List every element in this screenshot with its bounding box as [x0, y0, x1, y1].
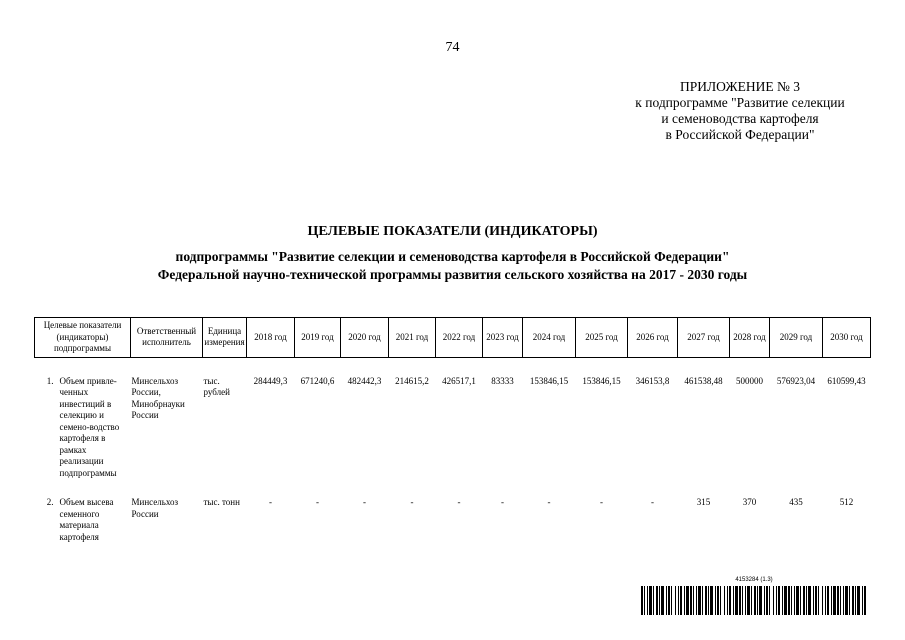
barcode-stripe — [641, 586, 643, 615]
value-cell: 153846,15 — [529, 375, 569, 386]
subtitle-line-1: подпрограммы "Развитие селекции и семеноводства картофеля в Российской Федерации" — [175, 249, 730, 264]
responsible-cell: Минсельхоз России — [131, 497, 179, 519]
barcode-stripe — [769, 586, 770, 615]
barcode-stripe — [742, 586, 743, 615]
barcode-stripe — [757, 586, 758, 615]
barcode-stripe — [855, 586, 856, 615]
value-cell: - — [547, 497, 551, 507]
value-cell: 461538,48 — [684, 375, 723, 386]
barcode-stripe — [751, 586, 752, 615]
value-cell: 284449,3 — [253, 375, 288, 386]
barcode-stripe — [733, 586, 734, 615]
header-year: 2029 год — [770, 318, 823, 358]
barcode-stripe — [788, 586, 790, 615]
value-cell: - — [600, 497, 603, 507]
value-cell: 576923,04 — [776, 375, 816, 386]
barcode-stripe — [649, 586, 652, 615]
indicator-cell — [35, 497, 131, 543]
barcode-stripe — [708, 586, 709, 615]
unit-cell: тыс. тонн — [203, 497, 240, 507]
indicators-table — [34, 317, 871, 543]
barcode-stripe — [671, 586, 672, 615]
appendix-line-3: и семеноводства картофеля — [661, 111, 819, 126]
barcode-stripe — [803, 586, 805, 615]
header-year: 2023 год — [483, 318, 523, 358]
barcode-stripe — [678, 586, 679, 615]
barcode-stripe — [729, 586, 731, 615]
table-header-row — [35, 318, 871, 358]
barcode-stripe — [698, 586, 701, 615]
barcode-stripe — [705, 586, 707, 615]
barcode-stripe — [659, 586, 660, 615]
barcode-stripe — [784, 586, 787, 615]
header-year: 2022 год — [436, 318, 483, 358]
barcode-stripe — [644, 586, 645, 615]
barcode-stripe — [717, 586, 719, 615]
barcode-stripe — [864, 586, 866, 615]
barcode-stripe — [815, 586, 817, 615]
document-title: ЦЕЛЕВЫЕ ПОКАЗАТЕЛИ (ИНДИКАТОРЫ) — [307, 224, 598, 239]
value-cell: - — [651, 497, 654, 507]
table-row — [35, 497, 871, 543]
header-unit: Единица измерения — [203, 318, 247, 358]
barcode-stripe — [843, 586, 844, 615]
table-row — [35, 376, 871, 480]
barcode-stripe — [813, 586, 814, 615]
barcode — [641, 577, 867, 615]
barcode-stripe — [747, 586, 750, 615]
header-year: 2026 год — [628, 318, 678, 358]
appendix-line-4: в Российской Федерации" — [665, 127, 815, 142]
value-cell: - — [316, 497, 319, 507]
barcode-stripe — [773, 586, 774, 615]
barcode-stripe — [724, 586, 725, 615]
value-cell: 426517,1 — [442, 375, 476, 386]
barcode-stripe — [862, 586, 863, 615]
value-cell: 214615,2 — [395, 375, 429, 386]
barcode-stripe — [727, 586, 728, 615]
indicator-name: Объем высева семенного материала картофеля — [59, 497, 114, 542]
value-cell: - — [363, 497, 366, 507]
header-year: 2024 год — [523, 318, 576, 358]
barcode-stripe — [720, 586, 721, 615]
row-number: 1. — [46, 375, 54, 386]
barcode-stripe — [696, 586, 697, 615]
barcode-stripe — [794, 586, 795, 615]
barcode-stripe — [666, 586, 667, 615]
header-year: 2027 год — [678, 318, 730, 358]
indicator-name: Объем привле-ченных инвестиций в селекцию и семено-водство картофеля в рамках реализации подпрограммы — [59, 375, 120, 478]
header-year: 2020 год — [341, 318, 389, 358]
value-cell: 610599,43 — [827, 375, 866, 386]
barcode-stripe — [778, 586, 780, 615]
barcode-stripe — [653, 586, 654, 615]
value-cell: - — [501, 497, 504, 507]
barcode-label: 4153284 (1.3) — [735, 577, 773, 583]
barcode-stripe — [680, 586, 682, 615]
value-cell: 346153,8 — [635, 375, 670, 386]
barcode-stripe — [808, 586, 811, 615]
barcode-stripe — [818, 586, 819, 615]
barcode-stripe — [686, 586, 689, 615]
value-cell: 153846,15 — [582, 375, 621, 386]
header-year: 2025 год — [576, 318, 628, 358]
barcode-stripe — [710, 586, 713, 615]
barcode-stripe — [849, 586, 850, 615]
appendix-line-1: ПРИЛОЖЕНИЕ № 3 — [679, 79, 801, 94]
value-cell: - — [269, 497, 272, 507]
unit-cell: тыс. рублей — [203, 375, 230, 397]
barcode-stripe — [857, 586, 860, 615]
barcode-stripe — [796, 586, 799, 615]
barcode-stripe — [840, 586, 841, 615]
barcode-stripe — [754, 586, 756, 615]
header-year: 2019 год — [295, 318, 341, 358]
barcode-stripe — [837, 586, 839, 615]
barcode-icon — [641, 586, 867, 615]
barcode-stripe — [702, 586, 703, 615]
indicator-cell — [35, 376, 131, 480]
barcode-stripe — [782, 586, 783, 615]
barcode-stripe — [825, 586, 826, 615]
subtitle-line-2: Федеральной научно-технической программы развития сельского хозяйства на 2017 - 2030 годы — [157, 267, 748, 282]
responsible-cell: Минсельхоз России, Минобрнауки России — [131, 375, 185, 420]
barcode-stripe — [822, 586, 823, 615]
appendix-line-2: к подпрограмме "Развитие селекции — [635, 95, 845, 110]
header-year: 2021 год — [389, 318, 436, 358]
barcode-stripe — [831, 586, 832, 615]
barcode-stripe — [827, 586, 829, 615]
header-year: 2028 год — [730, 318, 770, 358]
barcode-stripe — [764, 586, 765, 615]
barcode-stripe — [800, 586, 801, 615]
header-indicator: Целевые показатели (индикаторы) подпрограммы — [35, 318, 131, 358]
value-cell: 315 — [696, 497, 711, 507]
barcode-stripe — [647, 586, 648, 615]
barcode-stripe — [759, 586, 762, 615]
value-cell: 435 — [789, 497, 803, 507]
barcode-stripe — [661, 586, 664, 615]
barcode-stripe — [766, 586, 768, 615]
barcode-stripe — [675, 586, 676, 615]
barcode-stripe — [656, 586, 658, 615]
barcode-stripe — [852, 586, 854, 615]
barcode-stripe — [715, 586, 716, 615]
row-number: 2. — [46, 497, 54, 507]
barcode-stripe — [806, 586, 807, 615]
document-subtitle — [0, 248, 905, 284]
value-cell: 370 — [742, 497, 757, 507]
barcode-stripe — [684, 586, 685, 615]
barcode-stripe — [690, 586, 692, 615]
appendix-note — [610, 79, 870, 143]
header-responsible: Ответственный исполнитель — [131, 318, 203, 358]
value-cell: 512 — [839, 497, 854, 507]
barcode-stripe — [668, 586, 670, 615]
value-cell: 482442,3 — [347, 375, 382, 386]
value-cell: - — [410, 497, 414, 507]
page-number: 74 — [445, 40, 460, 55]
value-cell: 83333 — [491, 375, 514, 386]
barcode-stripe — [693, 586, 694, 615]
value-cell: 500000 — [736, 375, 763, 386]
barcode-stripe — [845, 586, 848, 615]
barcode-stripe — [791, 586, 792, 615]
header-year: 2030 год — [823, 318, 871, 358]
barcode-stripe — [735, 586, 738, 615]
value-cell: - — [457, 497, 461, 507]
value-cell: 671240,6 — [300, 375, 335, 386]
header-year: 2018 год — [247, 318, 295, 358]
barcode-stripe — [833, 586, 836, 615]
barcode-stripe — [739, 586, 741, 615]
barcode-stripe — [745, 586, 746, 615]
barcode-stripe — [776, 586, 777, 615]
